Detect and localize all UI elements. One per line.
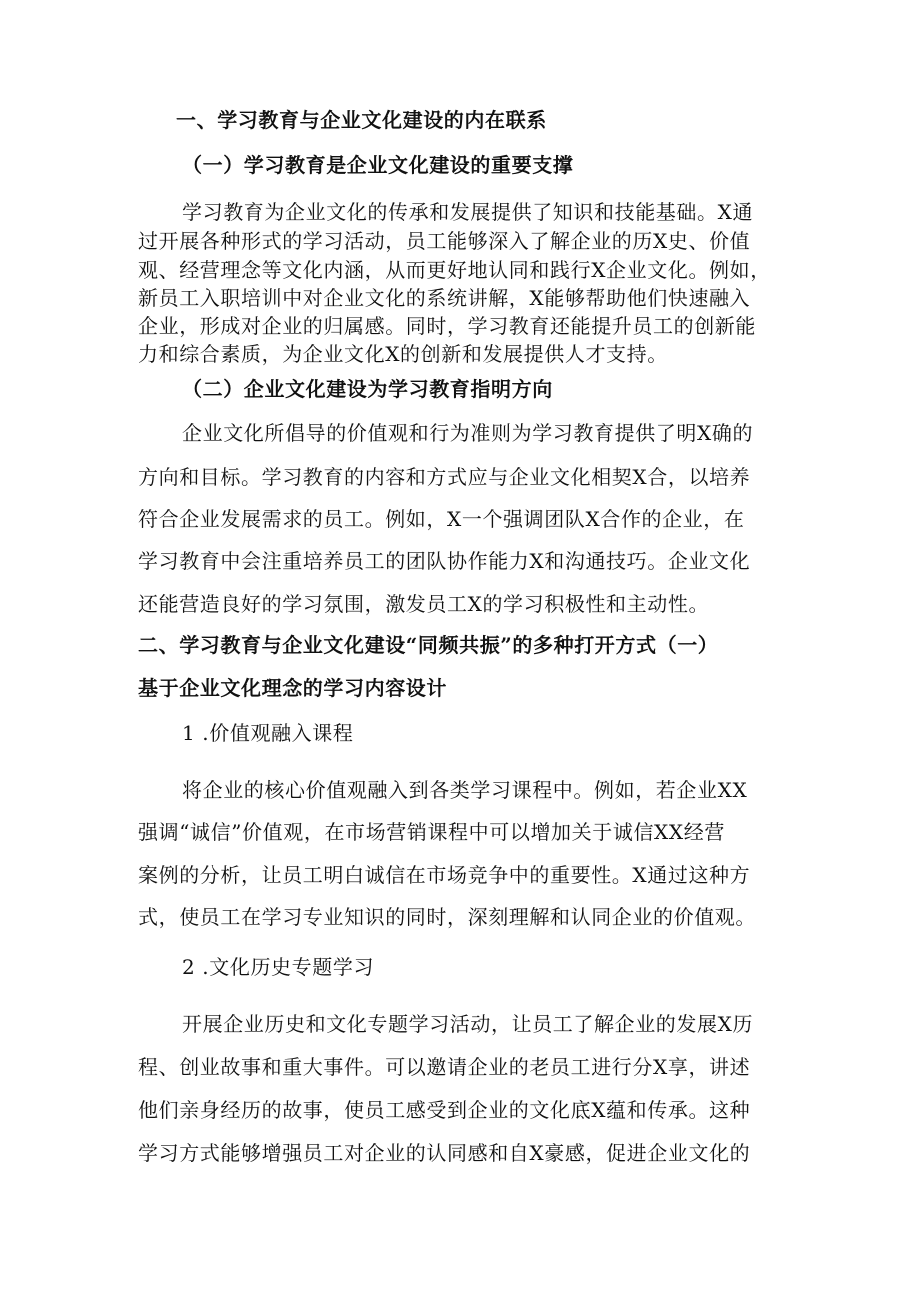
paragraph-line: 还能营造良好的学习氛围，激发员工X的学习积极性和主动性。	[138, 592, 710, 616]
paragraph-line: 案例的分析，让员工明白诚信在市场竞争中的重要性。X通过这种方	[138, 863, 751, 887]
section-1-heading: 一、学习教育与企业文化建设的内在联系	[176, 108, 547, 132]
subsection-1-heading: （一）学习教育是企业文化建设的重要支撑	[182, 153, 574, 177]
paragraph-line: 式，使员工在学习专业知识的同时，深刻理解和认同企业的价值观。	[138, 905, 756, 929]
paragraph-line: 学习教育中会注重培养员工的团队协作能力X和沟通技巧。企业文化	[138, 549, 751, 573]
section-2-heading-cont: 基于企业文化理念的学习内容设计	[138, 676, 447, 700]
paragraph-line: 强调“诚信”价值观，在市场营销课程中可以增加关于诚信XX经营	[138, 820, 725, 844]
paragraph-line: 他们亲身经历的故事，使员工感受到企业的文化底X蕴和传承。这种	[138, 1098, 751, 1122]
paragraph-line: 企业，形成对企业的归属感。同时，学习教育还能提升员工的创新能	[138, 314, 756, 338]
subsection-2-heading: （二）企业文化建设为学习教育指明方向	[182, 377, 553, 401]
paragraph-line: 过开展各种形式的学习活动，员工能够深入了解企业的历X史、价值	[138, 229, 751, 253]
paragraph-line: 符合企业发展需求的员工。例如，X一个强调团队X合作的企业，在	[138, 507, 745, 531]
paragraph-line: 新员工入职培训中对企业文化的系统讲解，X能够帮助他们快速融入	[138, 286, 751, 310]
paragraph-line: 企业文化所倡导的价值观和行为准则为学习教育提供了明X确的	[182, 421, 754, 445]
paragraph-line: 观、经营理念等文化内涵，从而更好地认同和践行X企业文化。例如，	[138, 258, 771, 282]
paragraph-line: 程、创业故事和重大事件。可以邀请企业的老员工进行分X享，讲述	[138, 1055, 751, 1079]
paragraph-line: 将企业的核心价值观融入到各类学习课程中。例如，若企业XX	[182, 778, 748, 802]
section-2-heading: 二、学习教育与企业文化建设“同频共振”的多种打开方式（一）	[138, 633, 719, 657]
item-2-title: 2 .文化历史专题学习	[182, 955, 375, 979]
paragraph-line: 学习教育为企业文化的传承和发展提供了知识和技能基础。X通	[182, 200, 754, 224]
item-1-title: 1 .价值观融入课程	[182, 721, 354, 745]
paragraph-line: 开展企业历史和文化专题学习活动，让员工了解企业的发展X历	[182, 1012, 754, 1036]
paragraph-line: 力和综合素质，为企业文化X的创新和发展提供人才支持。	[138, 342, 668, 366]
paragraph-line: 学习方式能够增强员工对企业的认同感和自X豪感，促进企业文化的	[138, 1141, 751, 1165]
paragraph-line: 方向和目标。学习教育的内容和方式应与企业文化相契X合，以培养	[138, 465, 751, 489]
